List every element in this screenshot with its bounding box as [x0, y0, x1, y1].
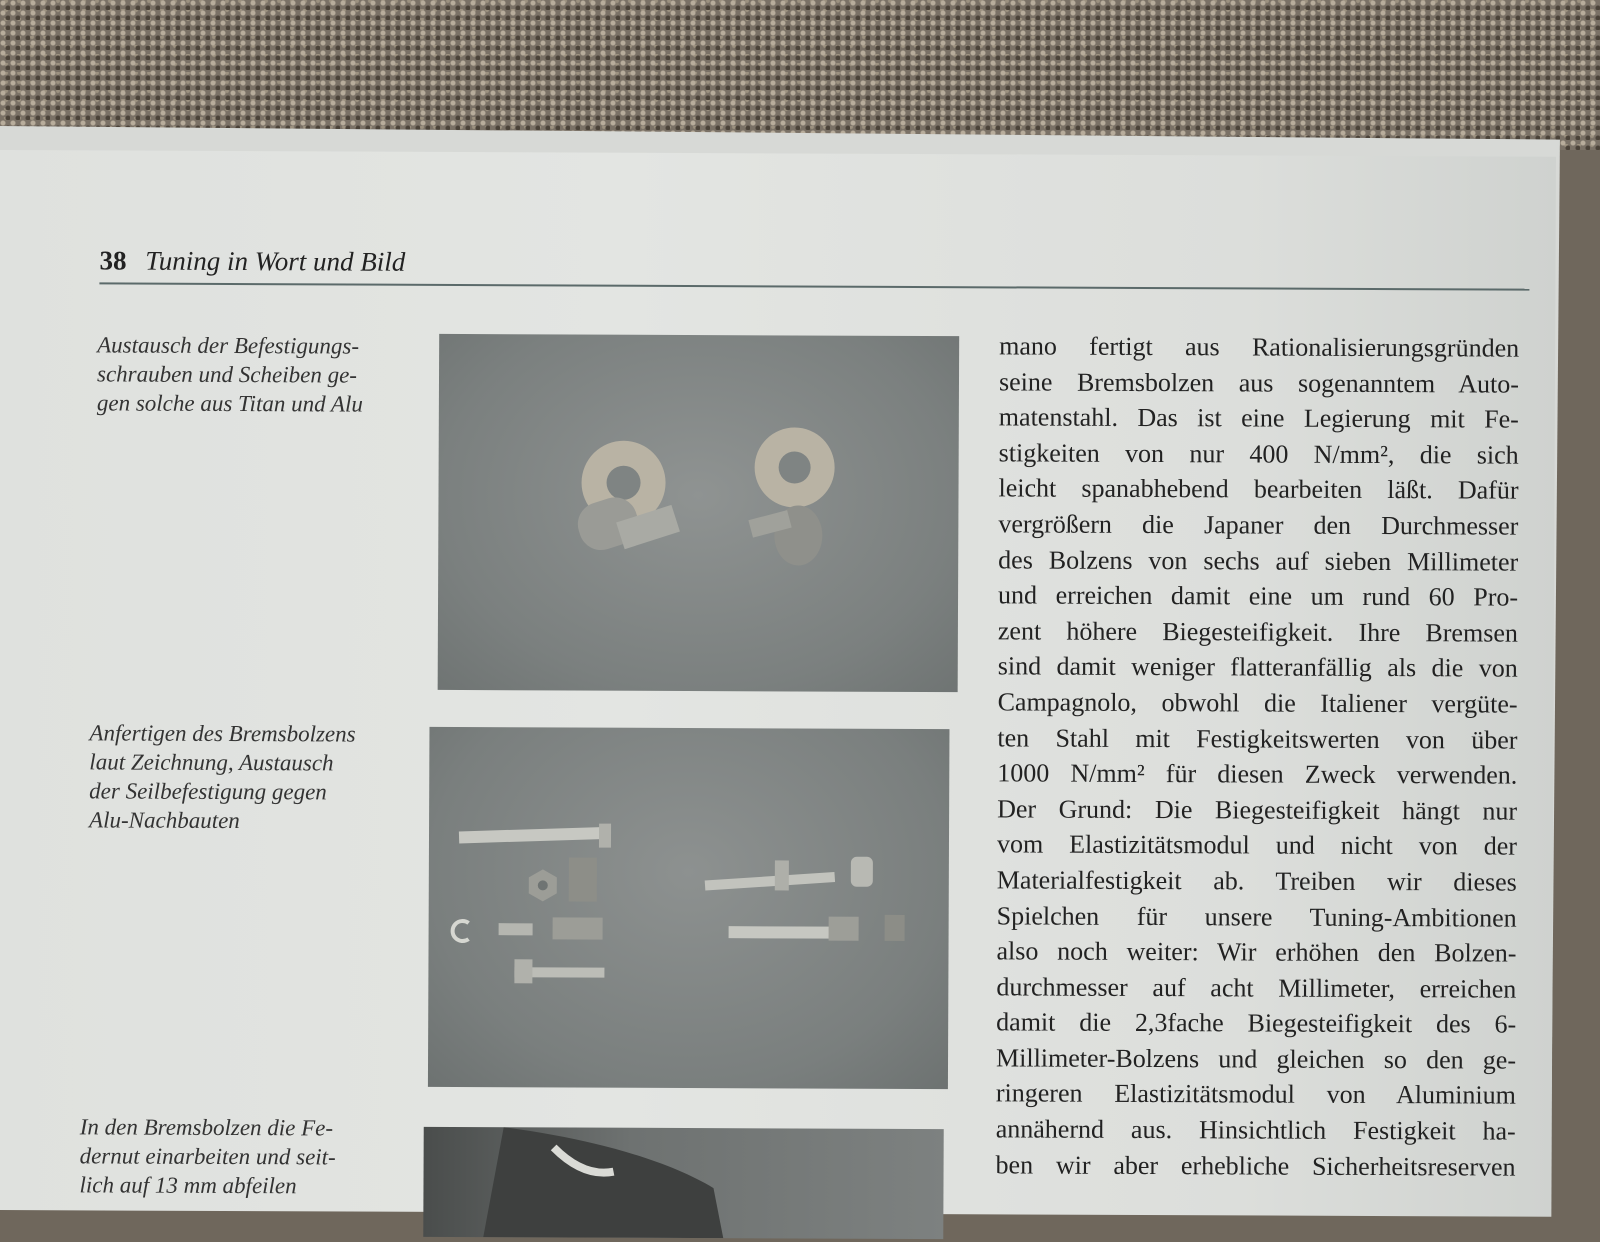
- caption-line: der Seilbefestigung gegen: [89, 778, 327, 805]
- caption-line: In den Bremsbolzen die Fe-: [79, 1114, 334, 1141]
- book-page: [0, 150, 1556, 1217]
- body-text-line: vom Elastizitätsmodul und nicht von der: [996, 829, 1518, 861]
- body-text-line: also noch weiter: Wir erhöhen den Bolzen-: [996, 936, 1517, 968]
- body-text-column: [996, 328, 1520, 1185]
- caption-2: [89, 718, 410, 835]
- caption-line: Alu-Nachbauten: [89, 807, 240, 834]
- caption-3: [79, 1112, 399, 1200]
- body-text-line: Spielchen für unsere Tuning-Ambitionen: [996, 900, 1517, 933]
- caption-line: laut Zeichnung, Austausch: [89, 749, 334, 776]
- body-text-line: sind damit weniger flatteranfällig als die von: [997, 651, 1518, 683]
- body-text-line: matenstahl. Das ist eine Legierung mit Fe-: [998, 402, 1519, 434]
- body-text-line: ringeren Elastizitätsmodul von Aluminium: [995, 1078, 1516, 1111]
- body-text-line: ten Stahl mit Festigkeitswerten von über: [997, 722, 1518, 755]
- caption-line: dernut einarbeiten und seit-: [79, 1143, 336, 1170]
- long-bolt: [459, 827, 609, 844]
- body-text-line: seine Bremsbolzen aus sogenanntem Auto-: [998, 366, 1520, 399]
- body-text-line: ben wir aber erhebliche Sicherheitsreserven: [995, 1150, 1516, 1182]
- body-text-line: annähernd aus. Hinsichtlich Festigkeit ha-: [995, 1114, 1516, 1146]
- photo-brake-bolt-parts: [428, 727, 950, 1089]
- body-text-line: leicht spanabhebend bearbeiten läßt. Dafür: [998, 473, 1519, 506]
- body-text-line: durchmesser auf acht Millimeter, erreichen: [996, 972, 1517, 1004]
- caption-line: Anfertigen des Bremsbolzens: [89, 720, 356, 747]
- caption-1: [97, 330, 417, 418]
- body-text-line: des Bolzens von sechs auf sieben Millimeter: [998, 544, 1519, 577]
- caption-line: schrauben und Scheiben ge-: [96, 361, 358, 388]
- body-text-line: Campagnolo, obwohl die Italiener vergüte-: [997, 687, 1518, 719]
- body-text-line: damit die 2,3fache Biegesteifigkeit des 6-: [996, 1007, 1517, 1039]
- body-text-line: mano fertigt aus Rationalisierungsgründen: [999, 331, 1520, 363]
- body-text-line: Materialfestigkeit ab. Treiben wir dieses: [996, 865, 1517, 897]
- body-text-line: Der Grund: Die Biegesteifigkeit hängt nur: [997, 794, 1518, 826]
- photo-filing-bolt: [423, 1127, 943, 1239]
- body-text-line: vergrößern die Japaner den Durchmesser: [998, 509, 1519, 541]
- body-text-line: zent höhere Biegesteifigkeit. Ihre Bremsen: [997, 616, 1518, 648]
- body-text-line: und erreichen damit eine um rund 60 Pro-: [998, 580, 1519, 612]
- caption-line: Austausch der Befestigungs-: [97, 332, 360, 359]
- body-text-line: 1000 N/mm² für diesen Zweck verwenden.: [997, 758, 1518, 790]
- caption-line: gen solche aus Titan und Alu: [96, 390, 363, 417]
- page-number: 38: [99, 245, 127, 276]
- caption-line: lich auf 13 mm abfeilen: [79, 1172, 297, 1199]
- body-text-line: stigkeiten von nur 400 N/mm², die sich: [998, 438, 1519, 470]
- threaded-rod: [705, 872, 835, 890]
- running-title: Tuning in Wort und Bild: [145, 245, 406, 277]
- photo-screws-washers: [438, 334, 960, 692]
- body-text-line: Millimeter-Bolzens und gleichen so den ge-: [995, 1043, 1517, 1075]
- page-header: [99, 245, 1529, 290]
